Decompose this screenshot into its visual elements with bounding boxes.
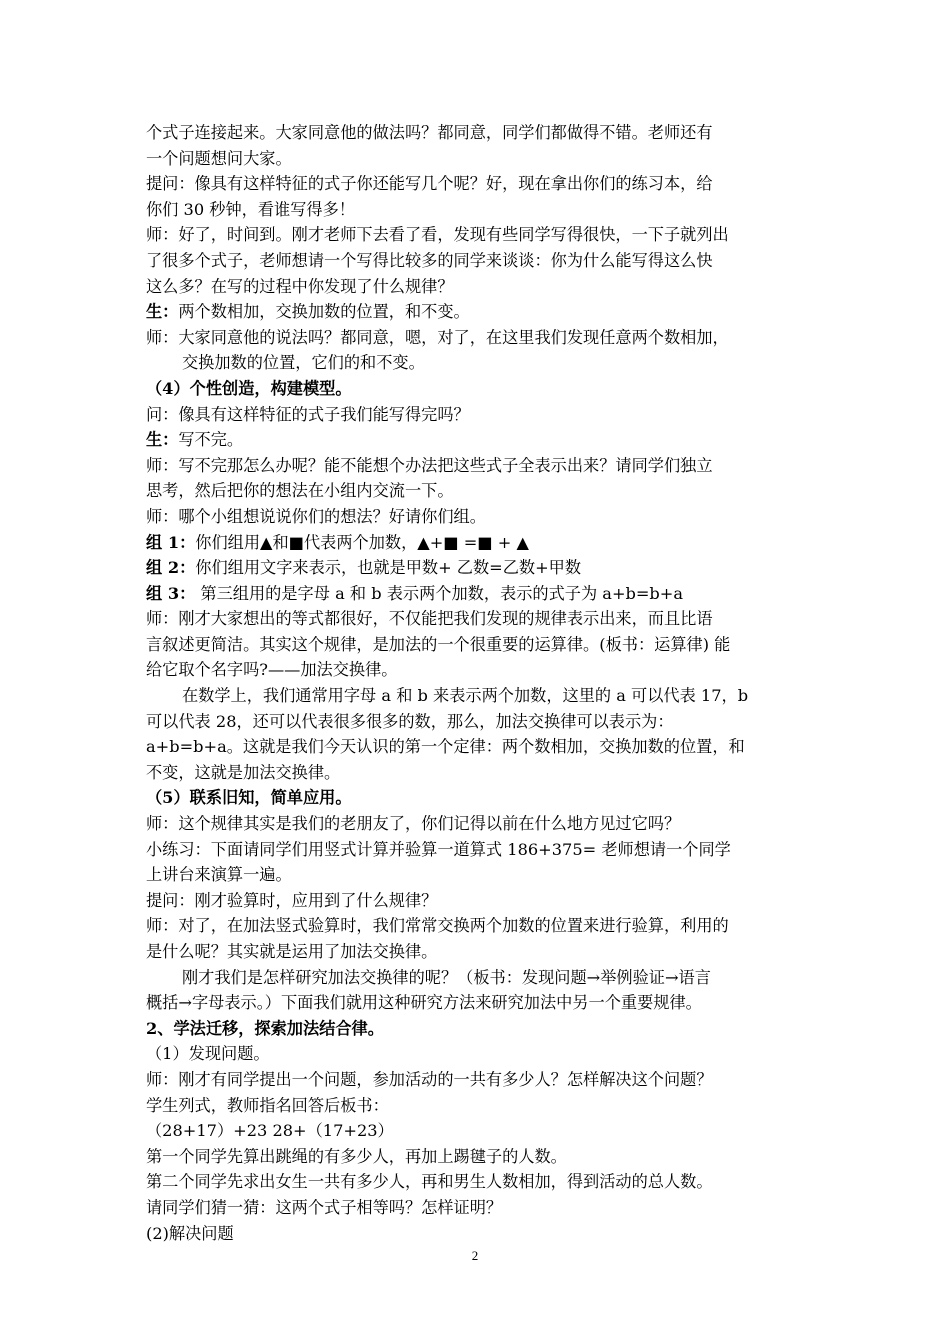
text-line: （28+17）+23 28+（17+23） <box>146 1121 394 1141</box>
text-line: 一个问题想问大家。 <box>146 148 292 168</box>
text-line: 小练习：下面请同学们用竖式计算并验算一道算式 186+375= 老师想请一个同学 <box>146 839 731 859</box>
text-line: 组 3： 第三组用的是字母 a 和 b 表示两个加数，表示的式子为 a+b=b+a <box>146 583 684 603</box>
text-line: 可以代表 28，还可以代表很多很多的数，那么，加法交换律可以表示为： <box>146 711 674 731</box>
text-line: 这么多？在写的过程中你发现了什么规律？ <box>146 276 454 296</box>
text-line: 生：两个数相加，交换加数的位置，和不变。 <box>146 302 470 322</box>
text-line: 师：刚才大家想出的等式都很好，不仅能把我们发现的规律表示出来，而且比语 <box>146 609 713 629</box>
text-line: 在数学上，我们通常用字母 a 和 b 来表示两个加数，这里的 a 可以代表 17，b <box>182 686 749 706</box>
text-line: 组 1：你们组用▲和■代表两个加数，▲+■ =■ + ▲ <box>146 532 529 552</box>
text-line: 提问：刚才验算时，应用到了什么规律？ <box>146 890 438 910</box>
text-line: (2)解决问题 <box>146 1223 234 1243</box>
text-line: 师：这个规律其实是我们的老朋友了，你们记得以前在什么地方见过它吗？ <box>146 814 681 834</box>
text-line: 你们 30 秒钟，看谁写得多！ <box>146 199 355 219</box>
text-line: 交换加数的位置，它们的和不变。 <box>182 353 425 373</box>
text-line: （4）个性创造，构建模型。 <box>146 378 352 398</box>
text-line: 请同学们猜一猜：这两个式子相等吗？怎样证明？ <box>146 1197 503 1217</box>
text-line: 师：大家同意他的说法吗？都同意，嗯，对了，在这里我们发现任意两个数相加， <box>146 327 729 347</box>
page-number: 2 <box>471 1248 479 1263</box>
text-line: 师：对了，在加法竖式验算时，我们常常交换两个加数的位置来进行验算，利用的 <box>146 916 729 936</box>
text-line: 学生列式，教师指名回答后板书： <box>146 1095 389 1115</box>
text-line: 是什么呢？其实就是运用了加法交换律。 <box>146 942 438 961</box>
text-line: 了很多个式子，老师想请一个写得比较多的同学来谈谈：你为什么能写得这么快 <box>146 250 713 270</box>
speaker-label: 组 3： <box>146 583 196 603</box>
text-line: （1）发现问题。 <box>146 1044 270 1064</box>
text-line: 个式子连接起来。大家同意他的做法吗？都同意，同学们都做得不错。老师还有 <box>146 123 713 142</box>
text-line: （5）联系旧知，简单应用。 <box>146 788 352 808</box>
text-line: 组 2：你们组用文字来表示，也就是甲数+ 乙数=乙数+甲数 <box>146 558 582 578</box>
text-line: 给它取个名字吗?——加法交换律。 <box>146 660 398 680</box>
speaker-label: 生： <box>146 302 179 322</box>
text-line: a+b=b+a。这就是我们今天认识的第一个定律：两个数相加，交换加数的位置，和 <box>146 737 745 757</box>
text-line: 第一个同学先算出跳绳的有多少人，再加上踢毽子的人数。 <box>146 1146 567 1166</box>
text-line: 言叙述更简洁。其实这个规律，是加法的一个很重要的运算律。(板书：运算律) 能 <box>146 634 731 654</box>
speaker-label: 组 1： <box>146 532 196 552</box>
text-line: 概括→字母表示。）下面我们就用这种研究方法来研究加法中另一个重要规律。 <box>146 993 702 1013</box>
text-line: 生：写不完。 <box>146 430 244 450</box>
text-line: 刚才我们是怎样研究加法交换律的呢？（板书：发现问题→举例验证→语言 <box>182 967 711 987</box>
text-line: 2、学法迁移，探索加法结合律。 <box>146 1018 384 1038</box>
text-line: 师：好了，时间到。刚才老师下去看了看，发现有些同学写得很快，一下子就列出 <box>146 225 729 245</box>
text-line: 第二个同学先求出女生一共有多少人，再和男生人数相加，得到活动的总人数。 <box>146 1172 713 1192</box>
text-line: 问：像具有这样特征的式子我们能写得完吗？ <box>146 404 470 424</box>
text-line: 上讲台来演算一遍。 <box>146 865 292 885</box>
speaker-label: 组 2： <box>146 558 196 578</box>
speaker-label: 生： <box>146 430 179 450</box>
text-line: 提问：像具有这样特征的式子你还能写几个呢？好，现在拿出你们的练习本，给 <box>146 174 713 194</box>
text-line: 师：哪个小组想说说你们的想法？好请你们组。 <box>146 506 486 526</box>
document-body <box>146 120 810 1246</box>
text-line: 师：写不完那怎么办呢？能不能想个办法把这些式子全表示出来？请同学们独立 <box>146 455 713 475</box>
text-line: 思考，然后把你的想法在小组内交流一下。 <box>146 481 454 501</box>
text-line: 不变，这就是加法交换律。 <box>146 762 341 782</box>
text-line: 师：刚才有同学提出一个问题，参加活动的一共有多少人？怎样解决这个问题？ <box>146 1069 713 1089</box>
